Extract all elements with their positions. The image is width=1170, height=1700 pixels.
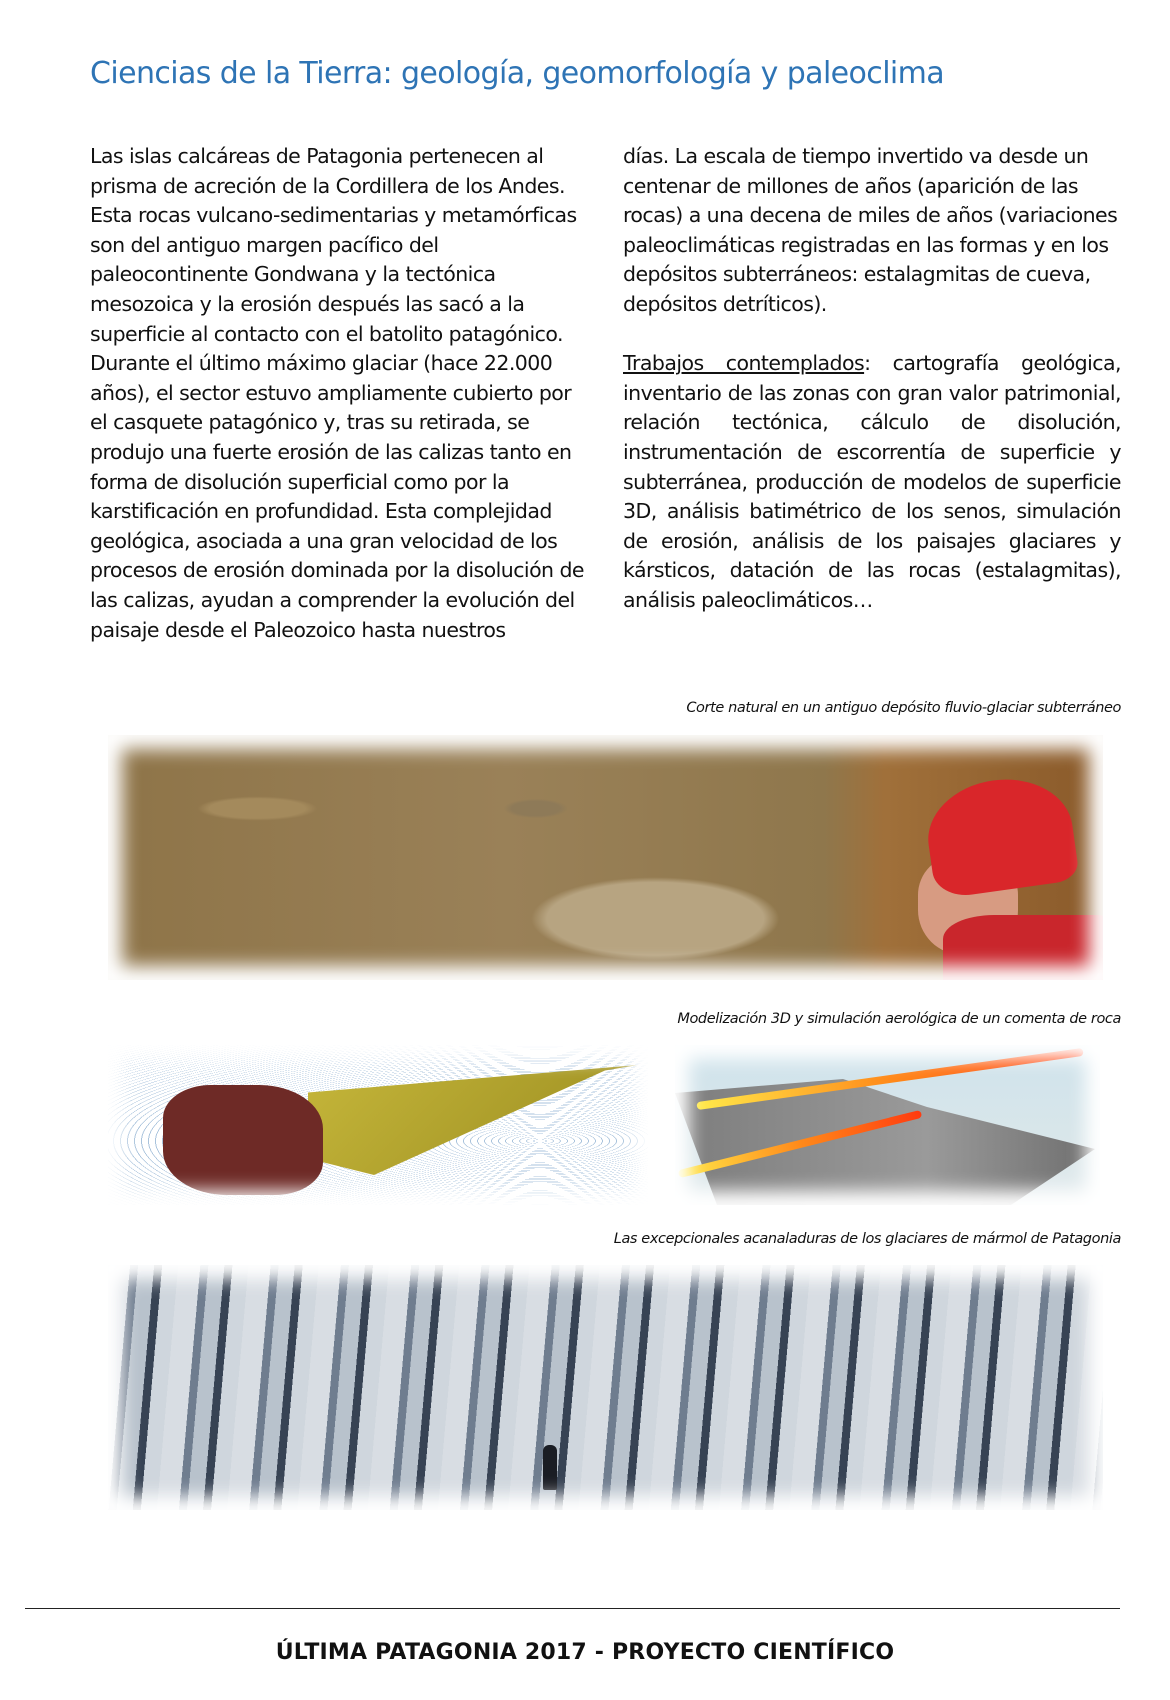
marble-flutes-photo: [108, 1265, 1103, 1510]
terrain-surface: [675, 1065, 1095, 1205]
airflow-simulation-image: [675, 1045, 1100, 1205]
cave-deposit-photo: [108, 735, 1103, 980]
works-text: : cartografía geológica, inventario de las zonas con gran valor patrimonial, relación tectónica, cálculo de disolución, instrumentación de escorrentía de superficie y subterránea, producción de modelos de superficie 3D, análisis batimétrico de los senos, simulación de erosión, análisis de los paisajes glaciares y kársticos, datación de las rocas (estalagmitas), análisis paleoclimáticos…: [623, 351, 1121, 612]
figure-caption-3: Las excepcionales acanaladuras de los glaciares de mármol de Patagonia: [613, 1231, 1121, 1247]
person-figure: [543, 1445, 557, 1490]
figure-caption-1: Corte natural en un antiguo depósito fluvio-glaciar subterráneo: [686, 700, 1121, 716]
intro-paragraph: Las islas calcáreas de Patagonia pertenecen al prisma de acreción de la Cordillera de los Andes. Esta rocas vulcano-sedimentarias y metamórficas son del antiguo margen pacífico del paleocontinente Gondwana y la tectónica mesozoica y la erosión después las sacó a la superficie al contacto con el batolito patagónico. Durante el último máximo glaciar (hace 22.000 años), el sector estuvo ampliamente cubierto por el casquete patagónico y, tras su retirada, se produjo una fuerte erosión de las calizas tanto en forma de disolución superficial como por la karstificación en profundidad. Esta complejidad geológica, asociada a una gran velocidad de los procesos de erosión dominada por la disolución de las calizas, ayudan a comprender la evolución del paisaje desde el Paleozoico hasta nuestros: [90, 144, 584, 642]
rock-block: [163, 1085, 323, 1195]
works-paragraph: [623, 349, 1121, 615]
footer-divider: [25, 1608, 1120, 1609]
right-column: [623, 142, 1121, 616]
red-helmet: [921, 770, 1080, 899]
red-jacket: [943, 915, 1103, 980]
page-title: Ciencias de la Tierra: geología, geomorfología y paleoclima: [90, 56, 945, 91]
timescale-paragraph: días. La escala de tiempo invertido va desde un centenar de millones de años (aparición de las rocas) a una decena de miles de años (variaciones paleoclimáticas registradas en las formas y en los depósitos subterráneos: estalagmitas de cueva, depósitos detríticos).: [623, 144, 1118, 316]
footer-title: ÚLTIMA PATAGONIA 2017 - PROYECTO CIENTÍFICO: [275, 1640, 895, 1665]
works-label: Trabajos contemplados: [623, 351, 865, 376]
figure-caption-2: Modelización 3D y simulación aerológica de un comenta de roca: [677, 1011, 1121, 1027]
3d-rock-comet-model: [108, 1045, 648, 1205]
comet-tail-surface: [308, 1065, 638, 1175]
left-column: [90, 142, 590, 645]
